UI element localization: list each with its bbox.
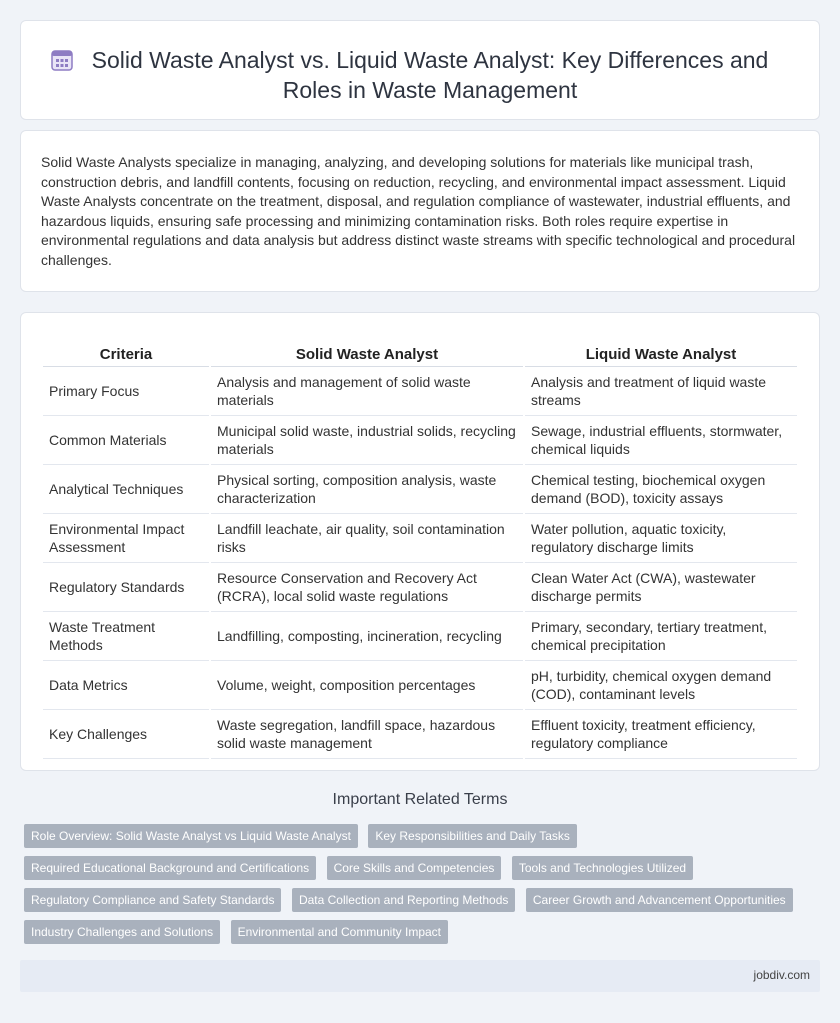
table-row bbox=[43, 514, 797, 563]
table-row bbox=[43, 563, 797, 612]
related-term-tag[interactable]: Role Overview: Solid Waste Analyst vs Liquid Waste Analyst bbox=[24, 824, 358, 848]
table-row bbox=[43, 465, 797, 514]
solid-cell: Physical sorting, composition analysis, waste characterization bbox=[211, 465, 523, 514]
comparison-table-card bbox=[20, 312, 820, 771]
solid-cell: Analysis and management of solid waste materials bbox=[211, 367, 523, 416]
header-criteria: Criteria bbox=[43, 333, 209, 367]
table-header-row bbox=[43, 333, 797, 367]
related-term-tag[interactable]: Regulatory Compliance and Safety Standards bbox=[24, 888, 281, 912]
header-liquid-waste-analyst: Liquid Waste Analyst bbox=[525, 333, 797, 367]
criteria-cell: Waste Treatment Methods bbox=[43, 612, 209, 661]
solid-cell: Landfilling, composting, incineration, recycling bbox=[211, 612, 523, 661]
liquid-cell: Analysis and treatment of liquid waste streams bbox=[525, 367, 797, 416]
related-terms-heading: Important Related Terms bbox=[332, 791, 508, 808]
liquid-cell: Effluent toxicity, treatment efficiency, regulatory compliance bbox=[525, 710, 797, 759]
footer bbox=[20, 960, 820, 992]
related-term-tag[interactable]: Environmental and Community Impact bbox=[231, 920, 448, 944]
related-term-tag[interactable]: Key Responsibilities and Daily Tasks bbox=[368, 824, 577, 848]
solid-cell: Municipal solid waste, industrial solids, recycling materials bbox=[211, 416, 523, 465]
table-row bbox=[43, 710, 797, 759]
page-title: Solid Waste Analyst vs. Liquid Waste Analyst: Key Differences and Roles in Waste Management bbox=[91, 47, 769, 103]
liquid-cell: Water pollution, aquatic toxicity, regulatory discharge limits bbox=[525, 514, 797, 563]
intro-paragraph: Solid Waste Analysts specialize in managing, analyzing, and developing solutions for materials like municipal trash, construction debris, and landfill contents, focusing on reduction, recycling, and environmental impact assessment. Liquid Waste Analysts concentrate on the treatment, disposal, and regulation compliance of wastewater, industrial effluents, and hazardous liquids, ensuring safe processing and minimizing contamination risks. Both roles require expertise in environmental regulations and data analysis but address distinct waste streams with specific technological and procedural challenges. bbox=[41, 154, 796, 268]
solid-cell: Waste segregation, landfill space, hazardous solid waste management bbox=[211, 710, 523, 759]
criteria-cell: Environmental Impact Assessment bbox=[43, 514, 209, 563]
related-term-tag[interactable]: Tools and Technologies Utilized bbox=[512, 856, 693, 880]
table-row bbox=[43, 612, 797, 661]
title-card bbox=[20, 20, 820, 120]
table-row bbox=[43, 416, 797, 465]
related-term-tag[interactable]: Industry Challenges and Solutions bbox=[24, 920, 220, 944]
liquid-cell: pH, turbidity, chemical oxygen demand (COD), contaminant levels bbox=[525, 661, 797, 710]
related-term-tag[interactable]: Required Educational Background and Certifications bbox=[24, 856, 316, 880]
related-term-tag[interactable]: Career Growth and Advancement Opportunities bbox=[526, 888, 793, 912]
intro-card bbox=[20, 130, 820, 292]
criteria-cell: Common Materials bbox=[43, 416, 209, 465]
liquid-cell: Sewage, industrial effluents, stormwater, chemical liquids bbox=[525, 416, 797, 465]
header-solid-waste-analyst: Solid Waste Analyst bbox=[211, 333, 523, 367]
footer-site-link[interactable]: jobdiv.com bbox=[753, 968, 810, 982]
related-terms-tags bbox=[24, 824, 804, 952]
criteria-cell: Key Challenges bbox=[43, 710, 209, 759]
table-row bbox=[43, 367, 797, 416]
liquid-cell: Primary, secondary, tertiary treatment, chemical precipitation bbox=[525, 612, 797, 661]
related-term-tag[interactable]: Data Collection and Reporting Methods bbox=[292, 888, 515, 912]
liquid-cell: Clean Water Act (CWA), wastewater discharge permits bbox=[525, 563, 797, 612]
solid-cell: Volume, weight, composition percentages bbox=[211, 661, 523, 710]
liquid-cell: Chemical testing, biochemical oxygen demand (BOD), toxicity assays bbox=[525, 465, 797, 514]
solid-cell: Landfill leachate, air quality, soil contamination risks bbox=[211, 514, 523, 563]
related-term-tag[interactable]: Core Skills and Competencies bbox=[327, 856, 502, 880]
criteria-cell: Data Metrics bbox=[43, 661, 209, 710]
criteria-cell: Primary Focus bbox=[43, 367, 209, 416]
criteria-cell: Regulatory Standards bbox=[43, 563, 209, 612]
table-row bbox=[43, 661, 797, 710]
comparison-table bbox=[41, 333, 799, 759]
criteria-cell: Analytical Techniques bbox=[43, 465, 209, 514]
solid-cell: Resource Conservation and Recovery Act (RCRA), local solid waste regulations bbox=[211, 563, 523, 612]
